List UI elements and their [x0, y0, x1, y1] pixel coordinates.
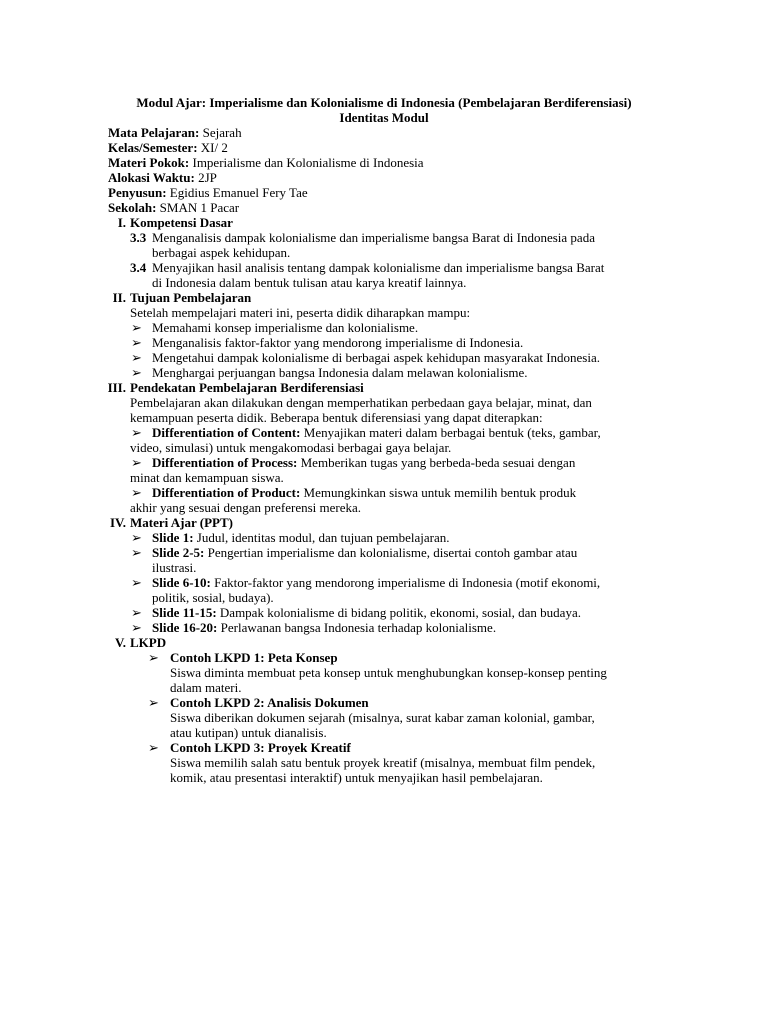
lkpd-item-title	[0, 740, 768, 755]
document-subtitle: Identitas Modul	[339, 110, 429, 125]
arrow-bullet-icon: ➢	[131, 605, 142, 620]
list-item-text: Memahami konsep imperialisme dan kolonialisme.	[152, 320, 419, 335]
section-number: IV.	[109, 515, 126, 530]
section-title: Tujuan Pembelajaran	[130, 290, 252, 305]
identity-label: Materi Pokok:	[108, 155, 190, 170]
arrow-bullet-icon: ➢	[131, 365, 142, 380]
identity-value: SMAN 1 Pacar	[156, 200, 240, 215]
arrow-bullet-icon: ➢	[148, 695, 159, 710]
identity-value: 2JP	[194, 170, 217, 185]
lkpd-title-text: Contoh LKPD 1: Peta Konsep	[170, 650, 338, 665]
arrow-bullet-icon: ➢	[131, 545, 142, 560]
list-item	[0, 545, 768, 560]
list-item-text: Menganalisis faktor-faktor yang mendorong imperialisme di Indonesia.	[152, 335, 524, 350]
list-item-text: Faktor-faktor yang mendorong imperialisme di Indonesia (motif ekonomi,	[210, 575, 601, 590]
list-item-text: Memberikan tugas yang berbeda-beda sesuai dengan	[297, 455, 576, 470]
lkpd-title-text: Contoh LKPD 3: Proyek Kreatif	[170, 740, 351, 755]
arrow-bullet-icon: ➢	[131, 530, 142, 545]
list-item-cont: akhir yang sesuai dengan preferensi mereka.	[130, 500, 362, 515]
list-item-label: Differentiation of Product:	[152, 485, 301, 500]
lkpd-item-title	[0, 650, 768, 665]
identity-block	[0, 125, 768, 215]
section-intro: kemampuan peserta didik. Beberapa bentuk diferensiasi yang dapat diterapkan:	[130, 410, 543, 425]
section-heading-materi	[0, 515, 768, 530]
section-heading-kompetensi	[0, 215, 768, 230]
list-item-cont: ilustrasi.	[152, 560, 197, 575]
list-item	[0, 350, 768, 365]
section-heading-pendekatan	[0, 380, 768, 395]
identity-label: Penyusun:	[108, 185, 167, 200]
arrow-bullet-icon: ➢	[131, 350, 142, 365]
lkpd-title-text: Contoh LKPD 2: Analisis Dokumen	[170, 695, 369, 710]
identity-label: Sekolah:	[108, 200, 157, 215]
identity-value: Sejarah	[199, 125, 242, 140]
identity-label: Kelas/Semester:	[108, 140, 198, 155]
list-item-text: Mengetahui dampak kolonialisme di berbagai aspek kehidupan masyarakat Indonesia.	[152, 350, 600, 365]
list-item	[0, 335, 768, 350]
lkpd-description: Siswa diberikan dokumen sejarah (misalnya, surat kabar zaman kolonial, gambar,	[170, 710, 595, 725]
section-heading-lkpd	[0, 635, 768, 650]
kd-item	[0, 260, 768, 275]
arrow-bullet-icon: ➢	[131, 620, 142, 635]
list-item	[0, 455, 768, 470]
section-heading-tujuan	[0, 290, 768, 305]
kd-text-cont: di Indonesia dalam bentuk tulisan atau karya kreatif lainnya.	[152, 275, 467, 290]
section-title: LKPD	[130, 635, 167, 650]
identity-label: Alokasi Waktu:	[108, 170, 195, 185]
identity-label: Mata Pelajaran:	[108, 125, 200, 140]
section-number: I.	[117, 215, 126, 230]
kd-item	[0, 230, 768, 245]
section-title: Kompetensi Dasar	[130, 215, 233, 230]
list-item-text: Menghargai perjuangan bangsa Indonesia dalam melawan kolonialisme.	[152, 365, 528, 380]
section-number: II.	[112, 290, 126, 305]
list-item-text: Dampak kolonialisme di bidang politik, ekonomi, sosial, dan budaya.	[216, 605, 581, 620]
list-item-cont: video, simulasi) untuk mengakomodasi berbagai gaya belajar.	[130, 440, 452, 455]
kd-text: Menyajikan hasil analisis tentang dampak kolonialisme dan imperialisme bangsa Barat	[152, 260, 605, 275]
list-item-text: Judul, identitas modul, dan tujuan pembelajaran.	[193, 530, 450, 545]
section-intro: Pembelajaran akan dilakukan dengan memperhatikan perbedaan gaya belajar, minat, dan	[130, 395, 592, 410]
list-item	[0, 575, 768, 590]
identity-row	[0, 170, 768, 185]
identity-row	[0, 185, 768, 200]
arrow-bullet-icon: ➢	[131, 485, 142, 500]
lkpd-description: komik, atau presentasi interaktif) untuk menyajikan hasil pembelajaran.	[170, 770, 543, 785]
arrow-bullet-icon: ➢	[148, 650, 159, 665]
list-item-label: Differentiation of Process:	[152, 455, 298, 470]
section-number: V.	[115, 635, 126, 650]
arrow-bullet-icon: ➢	[131, 335, 142, 350]
identity-row	[0, 200, 768, 215]
list-item-text: Memungkinkan siswa untuk memilih bentuk produk	[300, 485, 577, 500]
section-intro: Setelah mempelajari materi ini, peserta didik diharapkan mampu:	[130, 305, 471, 320]
identity-row	[0, 140, 768, 155]
lkpd-item-title	[0, 695, 768, 710]
section-title: Materi Ajar (PPT)	[130, 515, 233, 530]
arrow-bullet-icon: ➢	[131, 575, 142, 590]
list-item	[0, 485, 768, 500]
list-item-text: Menyajikan materi dalam berbagai bentuk (teks, gambar,	[300, 425, 601, 440]
arrow-bullet-icon: ➢	[131, 320, 142, 335]
lkpd-description: dalam materi.	[170, 680, 242, 695]
list-item-label: Differentiation of Content:	[152, 425, 301, 440]
list-item	[0, 605, 768, 620]
list-item-label: Slide 2-5:	[152, 545, 205, 560]
list-item-text: Perlawanan bangsa Indonesia terhadap kolonialisme.	[217, 620, 497, 635]
arrow-bullet-icon: ➢	[148, 740, 159, 755]
list-item-label: Slide 11-15:	[152, 605, 217, 620]
list-item	[0, 620, 768, 635]
identity-row	[0, 155, 768, 170]
kd-text-cont: berbagai aspek kehidupan.	[152, 245, 291, 260]
lkpd-description: Siswa diminta membuat peta konsep untuk menghubungkan konsep-konsep penting	[170, 665, 607, 680]
list-item	[0, 530, 768, 545]
document-page	[0, 95, 768, 785]
identity-value: Imperialisme dan Kolonialisme di Indonesia	[189, 155, 424, 170]
list-item	[0, 425, 768, 440]
identity-value: XI/ 2	[197, 140, 228, 155]
section-title: Pendekatan Pembelajaran Berdiferensiasi	[130, 380, 364, 395]
lkpd-description: Siswa memilih salah satu bentuk proyek kreatif (misalnya, membuat film pendek,	[170, 755, 596, 770]
list-item-label: Slide 1:	[152, 530, 194, 545]
identity-row	[0, 125, 768, 140]
list-item	[0, 365, 768, 380]
kd-code: 3.4	[130, 260, 147, 275]
list-item-cont: minat dan kemampuan siswa.	[130, 470, 284, 485]
list-item	[0, 320, 768, 335]
list-item-cont: politik, sosial, budaya).	[152, 590, 274, 605]
arrow-bullet-icon: ➢	[131, 455, 142, 470]
identity-value: Egidius Emanuel Fery Tae	[166, 185, 308, 200]
list-item-label: Slide 6-10:	[152, 575, 211, 590]
list-item-text: Pengertian imperialisme dan kolonialisme, disertai contoh gambar atau	[204, 545, 578, 560]
lkpd-description: atau kutipan) untuk dianalisis.	[170, 725, 327, 740]
document-title: Modul Ajar: Imperialisme dan Kolonialisme di Indonesia (Pembelajaran Berdiferensiasi)	[136, 95, 632, 110]
kd-code: 3.3	[130, 230, 147, 245]
section-number: III.	[107, 380, 126, 395]
arrow-bullet-icon: ➢	[131, 425, 142, 440]
kd-text: Menganalisis dampak kolonialisme dan imperialisme bangsa Barat di Indonesia pada	[152, 230, 595, 245]
list-item-label: Slide 16-20:	[152, 620, 218, 635]
